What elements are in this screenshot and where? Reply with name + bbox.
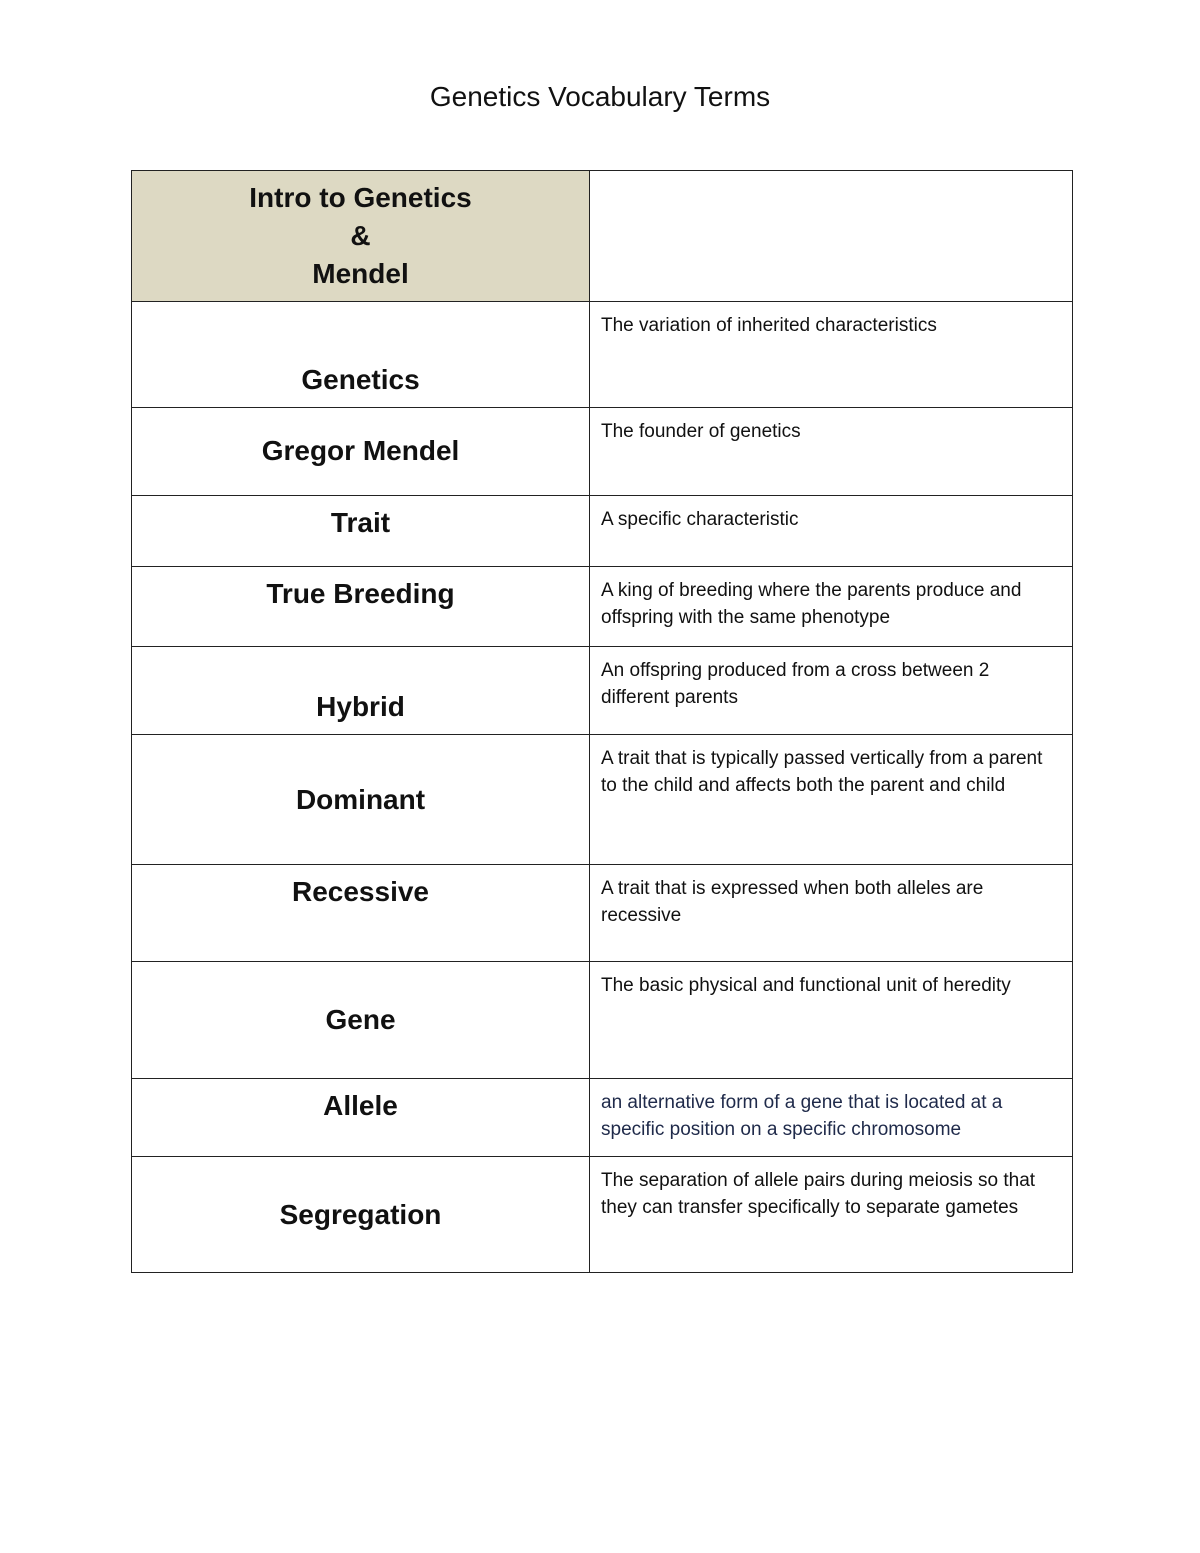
table-row — [132, 567, 1073, 647]
table-row — [132, 1079, 1073, 1157]
section-heading-line: Intro to Genetics — [249, 182, 472, 213]
vocabulary-table — [131, 170, 1073, 1273]
table-row — [132, 408, 1073, 496]
definition-cell: A specific characteristic — [590, 496, 1073, 567]
section-heading-line: Mendel — [312, 258, 409, 289]
definition-cell: The basic physical and functional unit of heredity — [590, 962, 1073, 1079]
term-cell: Segregation — [132, 1157, 590, 1273]
definition-cell: An offspring produced from a cross between 2 different parents — [590, 647, 1073, 735]
table-row — [132, 1157, 1073, 1273]
definition-cell: A trait that is expressed when both alleles are recessive — [590, 865, 1073, 962]
section-heading-cell — [132, 171, 590, 302]
table-row — [132, 865, 1073, 962]
table-row — [132, 302, 1073, 408]
table-row — [132, 962, 1073, 1079]
term-cell: Trait — [132, 496, 590, 567]
definition-cell: The separation of allele pairs during meiosis so that they can transfer specifically to separate gametes — [590, 1157, 1073, 1273]
empty-header-cell — [590, 171, 1073, 302]
term-cell: Genetics — [132, 302, 590, 408]
term-cell: Gregor Mendel — [132, 408, 590, 496]
definition-cell: an alternative form of a gene that is located at a specific position on a specific chromosome — [590, 1079, 1073, 1157]
definition-cell: A trait that is typically passed vertically from a parent to the child and affects both the parent and child — [590, 735, 1073, 865]
term-cell: True Breeding — [132, 567, 590, 647]
term-cell: Dominant — [132, 735, 590, 865]
page-title: Genetics Vocabulary Terms — [429, 81, 771, 112]
term-cell: Allele — [132, 1079, 590, 1157]
definition-cell: A king of breeding where the parents produce and offspring with the same phenotype — [590, 567, 1073, 647]
definition-cell: The founder of genetics — [590, 408, 1073, 496]
table-row — [132, 647, 1073, 735]
table-row — [132, 496, 1073, 567]
table-header-row — [132, 171, 1073, 302]
definition-cell: The variation of inherited characteristics — [590, 302, 1073, 408]
term-cell: Hybrid — [132, 647, 590, 735]
table-row — [132, 735, 1073, 865]
section-heading-ampersand: & — [350, 220, 371, 251]
term-cell: Recessive — [132, 865, 590, 962]
term-cell: Gene — [132, 962, 590, 1079]
